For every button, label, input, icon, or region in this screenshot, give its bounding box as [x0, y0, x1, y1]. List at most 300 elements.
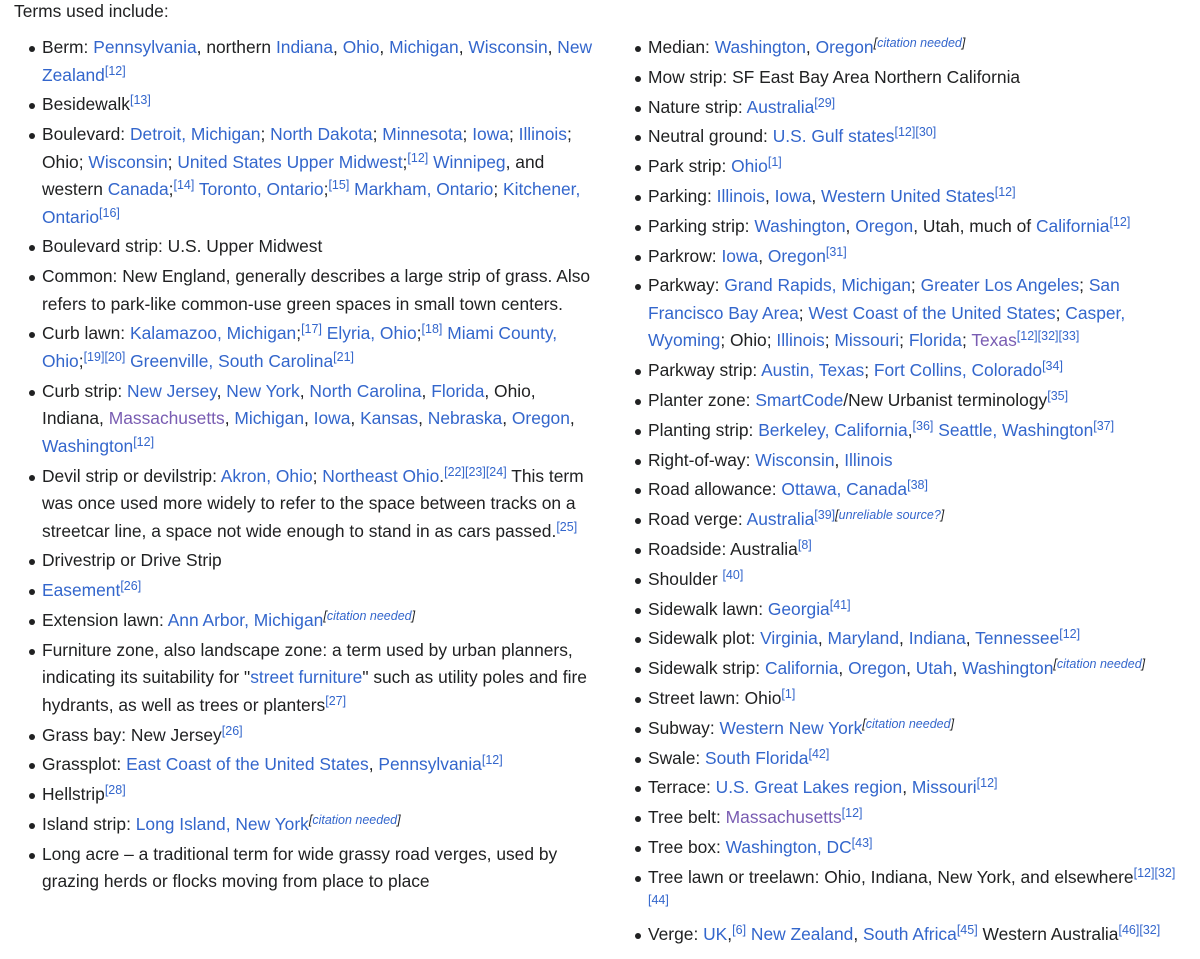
link-seattle-washington[interactable]: Seattle, Washington — [938, 419, 1094, 440]
reference-link[interactable] — [333, 350, 354, 364]
item-text: Neutral ground: — [648, 126, 773, 147]
item-text: , and western — [42, 151, 545, 200]
link-australia[interactable]: Australia — [746, 509, 815, 530]
list-item — [620, 655, 1196, 683]
link-new-york[interactable]: New York — [226, 380, 300, 401]
reference-number[interactable]: [33] — [1058, 329, 1080, 344]
item-text: , Utah, much of — [913, 215, 1036, 236]
link-wisconsin[interactable]: Wisconsin — [468, 37, 548, 57]
list-item — [14, 233, 594, 261]
reference-number[interactable]: [19] — [83, 349, 105, 364]
link-california[interactable]: California — [764, 658, 839, 679]
reference-link[interactable] — [781, 687, 795, 701]
reference-number[interactable]: [43] — [851, 835, 873, 850]
reference-number[interactable]: [22] — [444, 464, 465, 479]
link-oregon[interactable]: Oregon — [815, 37, 874, 57]
reference-link[interactable] — [105, 783, 126, 797]
reference-number[interactable]: [12] — [104, 63, 126, 78]
reference-number[interactable]: [14] — [173, 178, 195, 193]
link-illinois[interactable]: Illinois — [716, 185, 765, 206]
item-text: Road allowance: — [648, 479, 782, 500]
reference-number[interactable]: [32] — [1139, 923, 1161, 938]
reference-number[interactable]: [12] — [1016, 329, 1038, 344]
item-text: , — [952, 658, 963, 679]
reference-number[interactable]: [12] — [976, 776, 998, 791]
item-text: Verge: — [648, 924, 704, 945]
citation-needed-link[interactable]: citation needed — [326, 608, 412, 623]
link-missouri[interactable]: Missouri — [911, 777, 977, 798]
reference-link[interactable] — [1093, 419, 1114, 433]
link-kalamazoo-michigan[interactable]: Kalamazoo, Michigan — [129, 323, 297, 344]
reference-link[interactable] — [422, 322, 443, 336]
link-greater-los-angeles[interactable]: Greater Los Angeles — [920, 275, 1080, 296]
list-item — [620, 447, 1196, 475]
bracket-close: ] — [411, 608, 416, 623]
link-florida[interactable]: Florida — [431, 380, 485, 401]
link-washington[interactable]: Washington — [42, 435, 134, 456]
reference-link[interactable] — [444, 465, 465, 479]
reference-number[interactable]: [39] — [814, 508, 836, 523]
bracket-close: ] — [397, 812, 401, 827]
item-text: ; Ohio; — [720, 330, 777, 351]
link-toronto-ontario[interactable]: Toronto, Ontario — [198, 179, 324, 200]
link-indiana[interactable]: Indiana — [908, 628, 966, 649]
reference-link[interactable] — [325, 694, 346, 708]
list-item — [620, 94, 1196, 122]
link-u-s-gulf-states[interactable]: U.S. Gulf states — [772, 126, 895, 147]
reference-number[interactable]: [12] — [841, 806, 863, 821]
link-winnipeg[interactable]: Winnipeg — [433, 151, 506, 172]
link-oregon[interactable]: Oregon — [511, 408, 570, 429]
link-illinois[interactable]: Illinois — [844, 449, 893, 470]
link-casper-wyoming[interactable]: Casper, Wyoming — [648, 302, 1126, 351]
link-smartcode[interactable]: SmartCode — [755, 389, 844, 410]
item-text: , — [845, 215, 856, 236]
link-virginia[interactable]: Virginia — [760, 628, 818, 649]
link-new-zealand[interactable]: New Zealand — [750, 924, 854, 945]
link-washington[interactable]: Washington — [714, 37, 806, 57]
reference-link[interactable] — [328, 178, 349, 192]
reference-number[interactable]: [6] — [732, 923, 747, 938]
item-text: , — [758, 245, 768, 266]
reference-link[interactable] — [120, 579, 141, 593]
reference-link[interactable] — [842, 806, 863, 820]
link-ann-arbor-michigan[interactable]: Ann Arbor, Michigan — [167, 609, 324, 630]
bracket-open: [ — [835, 508, 839, 523]
link-ohio[interactable]: Ohio — [731, 156, 768, 177]
item-text: Median: — [648, 37, 715, 57]
link-detroit-michigan[interactable]: Detroit, Michigan — [129, 124, 261, 145]
reference-number[interactable]: [20] — [104, 349, 126, 364]
link-illinois[interactable]: Illinois — [776, 330, 825, 351]
reference-link[interactable] — [907, 478, 928, 492]
reference-link[interactable] — [830, 598, 851, 612]
reference-number[interactable]: [34] — [1042, 359, 1063, 374]
link-wisconsin[interactable]: Wisconsin — [755, 449, 835, 470]
item-text: Long acre – a traditional term for wide grassy road verges, used by grazing herds or flocks moving from place to place — [42, 843, 558, 892]
item-text: Nature strip: — [648, 96, 747, 117]
reference-number[interactable]: [23] — [464, 464, 486, 479]
link-maryland[interactable]: Maryland — [827, 628, 900, 649]
reference-link[interactable] — [1038, 329, 1059, 343]
link-nebraska[interactable]: Nebraska — [427, 408, 503, 429]
reference-link[interactable] — [130, 93, 151, 107]
link-u-s-great-lakes-region[interactable]: U.S. Great Lakes region — [715, 777, 903, 798]
link-kitchener-ontario[interactable]: Kitchener, Ontario — [42, 179, 581, 227]
link-florida[interactable]: Florida — [908, 330, 962, 351]
bracket-open: [ — [1053, 657, 1057, 672]
reference-link[interactable] — [852, 836, 873, 850]
link-street-furniture[interactable]: street furniture — [250, 667, 363, 688]
list-item — [14, 34, 594, 89]
citation-needed-link[interactable]: citation needed — [312, 812, 398, 827]
reference-number[interactable]: [15] — [328, 178, 350, 193]
link-canada[interactable]: Canada — [107, 179, 169, 200]
item-text: ; — [824, 330, 835, 351]
list-item — [14, 637, 594, 720]
reference-number[interactable]: [12] — [894, 125, 916, 140]
item-text: , — [299, 380, 310, 401]
item-text: , — [569, 408, 575, 429]
reference-link[interactable] — [1118, 923, 1139, 937]
reference-number[interactable]: [41] — [829, 597, 851, 612]
reference-link[interactable] — [913, 419, 934, 433]
citation-needed-tag — [835, 508, 944, 522]
reference-number[interactable]: [13] — [129, 93, 151, 108]
reference-link[interactable] — [1154, 866, 1175, 880]
item-text: , — [853, 924, 864, 945]
link-iowa[interactable]: Iowa — [313, 408, 351, 429]
item-text: Mow strip: SF East Bay Area Northern California — [648, 66, 1021, 87]
list-item — [14, 781, 594, 809]
link-utah[interactable]: Utah — [915, 658, 953, 679]
reference-link[interactable] — [1139, 923, 1160, 937]
reference-number[interactable]: [18] — [421, 322, 443, 337]
link-tennessee[interactable]: Tennessee — [975, 628, 1060, 649]
item-text: Grass bay: New Jersey — [42, 724, 222, 745]
list-item — [14, 378, 594, 461]
list-item — [14, 320, 594, 375]
item-text: , — [805, 37, 816, 57]
bracket-close: ] — [940, 508, 945, 523]
reference-number[interactable]: [32] — [1154, 865, 1176, 880]
list-item — [620, 921, 1196, 949]
link-western-united-states[interactable]: Western United States — [821, 185, 995, 206]
reference-link[interactable] — [722, 568, 743, 582]
reference-link[interactable] — [84, 350, 105, 364]
item-text: , — [421, 380, 432, 401]
link-north-dakota[interactable]: North Dakota — [270, 124, 373, 145]
reference-number[interactable]: [12] — [133, 434, 155, 449]
link-south-florida[interactable]: South Florida — [705, 747, 809, 768]
link-oregon[interactable]: Oregon — [855, 215, 914, 236]
list-item — [620, 864, 1196, 919]
link-east-coast-of-the-united-states[interactable]: East Coast of the United States — [126, 754, 369, 775]
item-text: Extension lawn: — [42, 609, 168, 630]
item-text: ; — [402, 151, 408, 172]
item-text: , — [811, 185, 822, 206]
link-iowa[interactable]: Iowa — [472, 124, 509, 145]
link-south-africa[interactable]: South Africa — [863, 924, 957, 945]
reference-number[interactable]: [31] — [825, 244, 847, 259]
item-text: " such as utility poles and fire hydrants, as well as trees or planters — [42, 667, 587, 715]
link-massachusetts[interactable]: Massachusetts — [725, 807, 842, 828]
item-text: Boulevard strip: U.S. Upper Midwest — [42, 236, 323, 257]
reference-link[interactable] — [1059, 627, 1080, 641]
item-text: Grassplot: — [42, 754, 127, 775]
link-georgia[interactable]: Georgia — [767, 598, 830, 619]
item-text: ; — [167, 151, 178, 172]
reference-link[interactable] — [222, 724, 243, 738]
reference-link[interactable] — [814, 96, 835, 110]
reference-link[interactable] — [104, 350, 125, 364]
link-massachusetts[interactable]: Massachusetts — [108, 408, 225, 429]
link-ohio[interactable]: Ohio — [342, 37, 380, 57]
link-miami-county-ohio[interactable]: Miami County, Ohio — [42, 323, 558, 371]
link-wisconsin[interactable]: Wisconsin — [88, 151, 168, 172]
reference-number[interactable]: [42] — [808, 746, 830, 761]
link-grand-rapids-michigan[interactable]: Grand Rapids, Michigan — [724, 275, 911, 296]
link-north-carolina[interactable]: North Carolina — [309, 380, 422, 401]
list-item — [620, 123, 1196, 151]
list-item — [620, 566, 1196, 594]
item-text: Tree lawn or treelawn: Ohio, Indiana, New York, and elsewhere — [648, 866, 1134, 887]
reference-number[interactable]: [40] — [722, 567, 744, 582]
item-text: Road verge: — [648, 509, 747, 530]
list-item — [620, 804, 1196, 832]
reference-number[interactable]: [36] — [912, 418, 934, 433]
item-text: Sidewalk plot: — [648, 628, 761, 649]
list-item — [14, 607, 594, 635]
link-illinois[interactable]: Illinois — [518, 124, 567, 145]
reference-link[interactable] — [977, 776, 998, 790]
item-text: ; — [508, 124, 519, 145]
reference-number[interactable]: [29] — [814, 95, 836, 110]
reference-number[interactable]: [32] — [1037, 329, 1059, 344]
citation-needed-link[interactable]: citation needed — [877, 36, 962, 50]
link-berkeley-california[interactable]: Berkeley, California — [758, 419, 908, 440]
item-text: , — [727, 924, 733, 945]
bracket-open: [ — [323, 608, 327, 623]
reference-link[interactable] — [1047, 389, 1068, 403]
reference-link[interactable] — [995, 185, 1016, 199]
link-washington[interactable]: Washington — [754, 215, 846, 236]
reference-link[interactable] — [174, 178, 195, 192]
reference-number[interactable]: [45] — [956, 923, 978, 938]
reference-link[interactable] — [808, 747, 829, 761]
link-iowa[interactable]: Iowa — [721, 245, 759, 266]
list-item — [620, 243, 1196, 271]
link-easement[interactable]: Easement — [42, 580, 121, 601]
list-item — [620, 715, 1196, 743]
reference-link[interactable] — [1134, 866, 1155, 880]
reference-number[interactable]: [12] — [407, 150, 429, 165]
citation-needed-link[interactable]: citation needed — [865, 716, 951, 731]
reference-link[interactable] — [99, 206, 120, 220]
item-text: Shoulder — [648, 568, 723, 589]
link-kansas[interactable]: Kansas — [360, 408, 419, 429]
link-california[interactable]: California — [1035, 215, 1110, 236]
link-washington[interactable]: Washington — [962, 658, 1054, 679]
link-elyria-ohio[interactable]: Elyria, Ohio — [326, 323, 417, 344]
item-text: , — [216, 380, 227, 401]
reference-link[interactable] — [556, 520, 577, 534]
bracket-open: [ — [873, 36, 878, 50]
link-pennsylvania[interactable]: Pennsylvania — [93, 37, 197, 57]
link-iowa[interactable]: Iowa — [774, 185, 812, 206]
reference-number[interactable]: [16] — [99, 205, 120, 220]
link-minnesota[interactable]: Minnesota — [382, 124, 463, 145]
item-text: Hellstrip — [42, 784, 105, 805]
item-text: Devil strip or devilstrip: — [42, 465, 221, 486]
item-text: , — [368, 754, 379, 775]
reference-number[interactable]: [21] — [333, 349, 354, 364]
bracket-close: ] — [961, 36, 966, 50]
reference-number[interactable]: [12] — [481, 753, 503, 768]
reference-link[interactable] — [105, 64, 126, 78]
link-indiana[interactable]: Indiana — [275, 37, 334, 57]
reference-number[interactable]: [30] — [915, 125, 937, 140]
list-item — [14, 811, 594, 839]
link-fort-collins-colorado[interactable]: Fort Collins, Colorado — [873, 360, 1043, 381]
reference-number[interactable]: [24] — [485, 464, 507, 479]
reference-link[interactable] — [407, 151, 428, 165]
link-ottawa-canada[interactable]: Ottawa, Canada — [781, 479, 908, 500]
reference-link[interactable] — [895, 125, 916, 139]
link-long-island-new-york[interactable]: Long Island, New York — [135, 813, 309, 834]
reference-link[interactable] — [482, 753, 503, 767]
list-intro: Terms used include: — [14, 1, 169, 21]
link-san-francisco-bay-area[interactable]: San Francisco Bay Area — [648, 275, 1120, 323]
item-text: ; — [910, 275, 921, 296]
reference-link[interactable] — [133, 435, 154, 449]
link-united-states-upper-midwest[interactable]: United States Upper Midwest — [177, 151, 403, 172]
list-item — [14, 751, 594, 779]
link-oregon[interactable]: Oregon — [848, 658, 907, 679]
item-text: Furniture zone, also landscape zone: a term used by urban planners, indicating its suitability for " — [42, 639, 573, 688]
list-item — [620, 536, 1196, 564]
reference-link[interactable] — [957, 923, 978, 937]
item-text: , — [379, 37, 390, 57]
reference-number[interactable]: [38] — [907, 478, 928, 493]
citation-needed-link[interactable]: unreliable source? — [838, 508, 941, 523]
link-australia[interactable]: Australia — [746, 96, 815, 117]
item-text: , northern — [196, 37, 276, 57]
item-text: ; — [1079, 275, 1089, 296]
item-text: ; — [296, 323, 302, 344]
citation-needed-tag — [1053, 657, 1145, 671]
reference-number[interactable]: [12] — [1133, 865, 1155, 880]
link-western-new-york[interactable]: Western New York — [719, 717, 863, 738]
item-text: ; — [323, 179, 329, 200]
citation-needed-link[interactable]: citation needed — [1056, 657, 1142, 672]
item-text: , — [350, 408, 361, 429]
reference-number[interactable]: [12] — [1109, 214, 1131, 229]
reference-link[interactable] — [732, 923, 746, 937]
item-text: , — [764, 185, 775, 206]
reference-number[interactable]: [35] — [1047, 388, 1069, 403]
item-text: ; — [260, 124, 271, 145]
list-item — [620, 685, 1196, 713]
link-markham-ontario[interactable]: Markham, Ontario — [354, 179, 494, 200]
bracket-close: ] — [950, 716, 955, 731]
bracket-close: ] — [1141, 657, 1146, 672]
reference-number[interactable]: [17] — [301, 322, 322, 337]
link-michigan[interactable]: Michigan — [234, 408, 304, 429]
reference-number[interactable]: [26] — [120, 579, 142, 594]
link-west-coast-of-the-united-states[interactable]: West Coast of the United States — [808, 302, 1056, 323]
reference-link[interactable] — [1109, 215, 1130, 229]
reference-link[interactable] — [768, 155, 782, 169]
reference-number[interactable]: [27] — [325, 693, 347, 708]
reference-link[interactable] — [465, 465, 486, 479]
reference-number[interactable]: [25] — [556, 519, 578, 534]
item-text: , — [547, 37, 558, 57]
reference-number[interactable]: [44] — [648, 893, 669, 908]
reference-number[interactable]: [37] — [1093, 418, 1115, 433]
link-greenville-south-carolina[interactable]: Greenville, South Carolina — [130, 350, 334, 371]
item-text: This term was once used more widely to refer to the space between tracks on a streetcar line, a space not wide enough to stand in as cars passed. — [42, 465, 584, 541]
link-oregon[interactable]: Oregon — [767, 245, 826, 266]
reference-number[interactable]: [46] — [1118, 923, 1140, 938]
reference-link[interactable] — [1042, 359, 1063, 373]
reference-link[interactable] — [814, 508, 835, 522]
item-text: Sidewalk lawn: — [648, 598, 768, 619]
link-new-zealand[interactable]: New Zealand — [42, 37, 593, 85]
item-text: ; — [1055, 302, 1066, 323]
list-item — [14, 577, 594, 605]
link-northeast-ohio[interactable]: Northeast Ohio — [322, 465, 440, 486]
link-washington-dc[interactable]: Washington, DC — [725, 836, 852, 857]
reference-link[interactable] — [915, 125, 936, 139]
reference-number[interactable]: [26] — [221, 723, 243, 738]
item-text: ; — [372, 124, 383, 145]
reference-number[interactable]: [12] — [1059, 627, 1081, 642]
reference-link[interactable] — [648, 893, 669, 907]
reference-number[interactable]: [12] — [994, 184, 1016, 199]
reference-number[interactable]: [1] — [767, 155, 782, 170]
item-text: Planting strip: — [648, 419, 759, 440]
item-text: , — [899, 628, 909, 649]
link-austin-texas[interactable]: Austin, Texas — [761, 360, 865, 381]
reference-link[interactable] — [826, 245, 847, 259]
reference-number[interactable]: [1] — [781, 686, 796, 701]
reference-link[interactable] — [1017, 329, 1038, 343]
item-text: , — [224, 408, 235, 429]
reference-link[interactable] — [301, 322, 322, 336]
link-texas[interactable]: Texas — [971, 330, 1017, 351]
reference-number[interactable]: [28] — [104, 783, 126, 798]
reference-link[interactable] — [1059, 329, 1080, 343]
link-pennsylvania[interactable]: Pennsylvania — [378, 754, 482, 775]
link-missouri[interactable]: Missouri — [834, 330, 900, 351]
link-michigan[interactable]: Michigan — [389, 37, 459, 57]
reference-link[interactable] — [798, 538, 812, 552]
item-text: Planter zone: — [648, 389, 756, 410]
link-uk[interactable]: UK — [703, 924, 728, 945]
reference-link[interactable] — [486, 465, 507, 479]
item-text: , — [458, 37, 469, 57]
item-text: . — [439, 465, 445, 486]
item-text: Swale: — [648, 747, 706, 768]
item-text: , — [817, 628, 828, 649]
link-akron-ohio[interactable]: Akron, Ohio — [220, 465, 313, 486]
reference-number[interactable]: [8] — [797, 537, 812, 552]
item-text: Tree box: — [648, 836, 726, 857]
link-new-jersey[interactable]: New Jersey — [127, 380, 217, 401]
list-item — [620, 213, 1196, 241]
terms-list-left — [14, 34, 594, 898]
